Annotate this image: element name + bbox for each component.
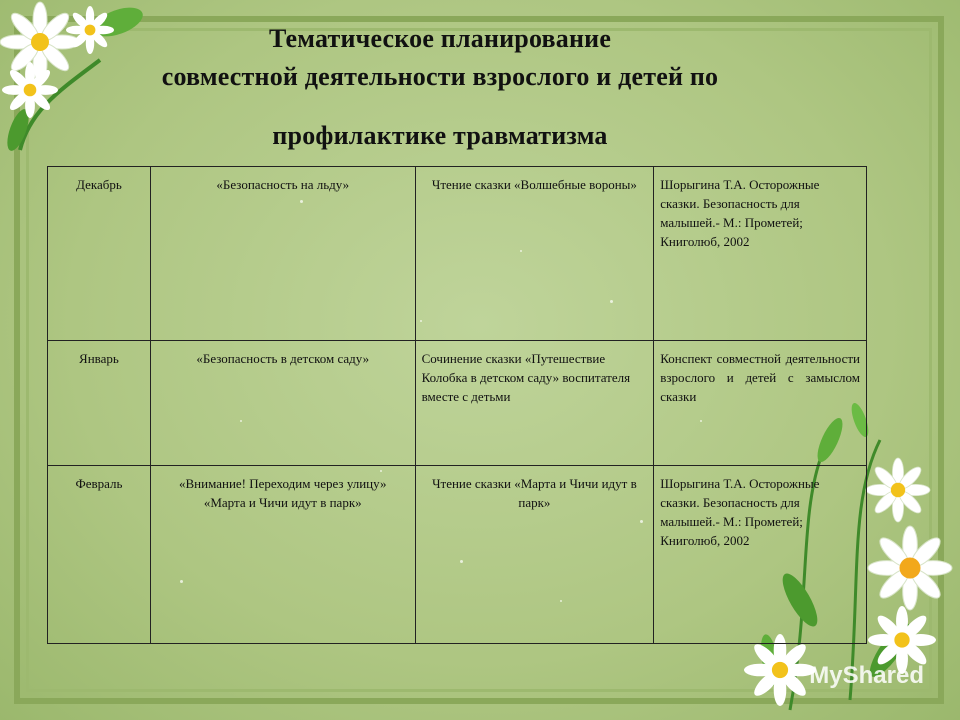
activity-cell: Чтение сказки «Волшебные вороны»: [415, 167, 654, 341]
title-line-3: профилактике травматизма: [272, 121, 608, 150]
source-cell: Конспект совместной деятельности взрослого и детей с замыслом сказки: [654, 341, 867, 466]
activity-cell: Чтение сказки «Марта и Чичи идут в парк»: [415, 466, 654, 644]
month-cell: Декабрь: [48, 167, 151, 341]
topic-cell: «Безопасность в детском саду»: [150, 341, 415, 466]
title-line-1: Тематическое планирование: [268, 24, 612, 53]
activity-cell: Сочинение сказки «Путешествие Колобка в детском саду» воспитателя вместе с детьми: [415, 341, 654, 466]
source-cell: Шорыгина Т.А. Осторожные сказки. Безопасность для малышей.- М.: Прометей; Книголюб, 2002: [654, 167, 867, 341]
month-cell: Февраль: [48, 466, 151, 644]
planning-table: [47, 166, 867, 644]
topic-cell: «Безопасность на льду»: [150, 167, 415, 341]
topic-line-1: «Внимание! Переходим через улицу»: [179, 476, 387, 491]
topic-line-2: «Марта и Чичи идут в парк»: [203, 495, 362, 510]
title-line-2: совместной деятельности взрослого и детей по: [161, 62, 719, 91]
source-cell: Шорыгина Т.А. Осторожные сказки. Безопасность для малышей.- М.: Прометей; Книголюб, 2002: [654, 466, 867, 644]
table-row: [48, 466, 867, 644]
table-row: [48, 341, 867, 466]
table-row: [48, 167, 867, 341]
topic-cell: [150, 466, 415, 644]
watermark: MyShared: [809, 662, 924, 689]
month-cell: Январь: [48, 341, 151, 466]
